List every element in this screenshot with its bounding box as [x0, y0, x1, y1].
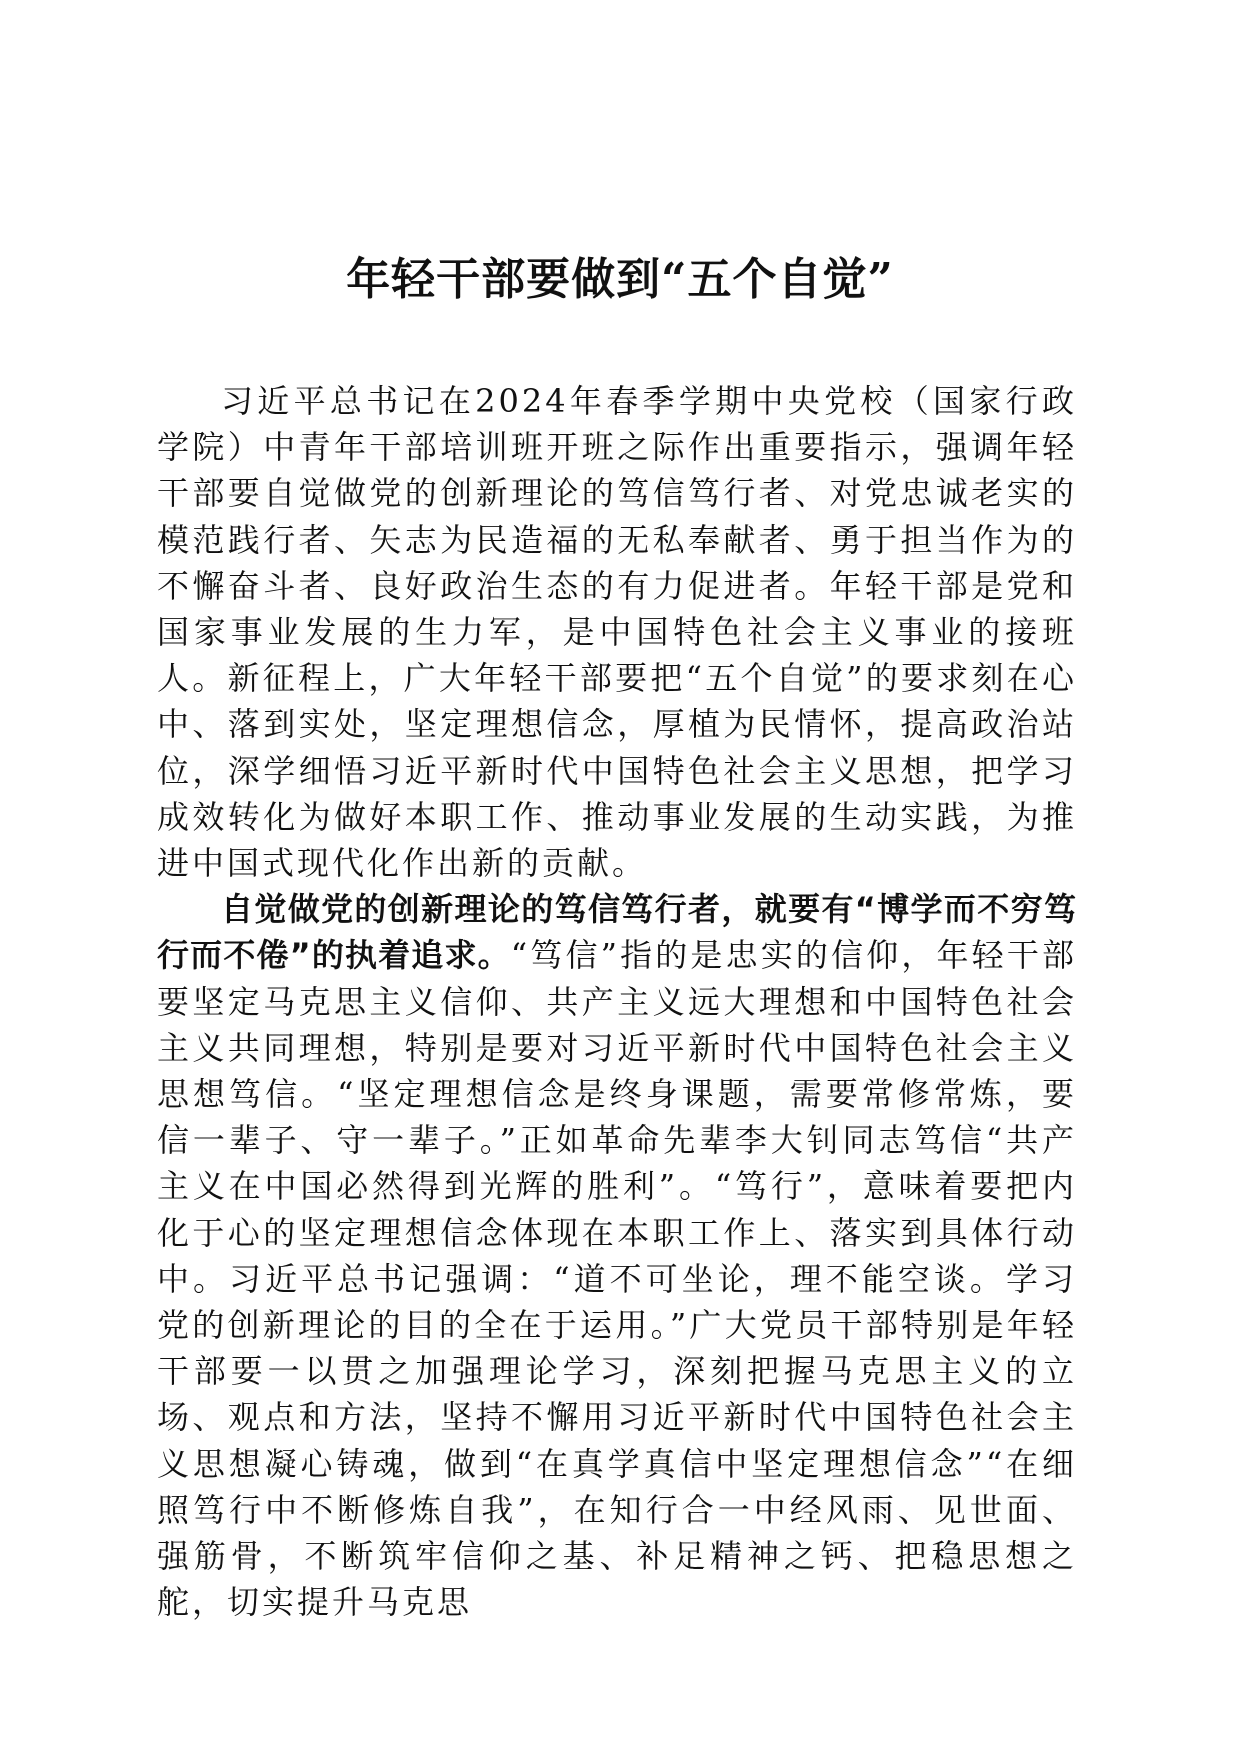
paragraph-intro-text: 习近平总书记在2024年春季学期中央党校（国家行政学院）中青年干部培训班开班之际作出重要指示，强调年轻干部要自觉做党的创新理论的笃信笃行者、对党忠诚老实的模范践行者、矢志为民造福的无私奉献者、勇于担当作为的不懈奋斗者、良好政治生态的有力促进者。年轻干部是党和国家事业发展的生力军，是中国特色社会主义事业的接班人。新征程上，广大年轻干部要把“五个自觉”的要求刻在心中、落到实处，坚定理想信念，厚植为民情怀，提高政治站位，深学细悟习近平新时代中国特色社会主义思想，把学习成效转化为做好本职工作、推动事业发展的生动实践，为推进中国式现代化作出新的贡献。	[157, 382, 1077, 883]
paragraph-intro	[157, 378, 1077, 886]
document-body	[157, 378, 1077, 1625]
paragraph-first-point-lead: 自觉做党的创新理论的笃信笃行者，就要有“博学而不穷笃行而不倦”的执着追求。	[157, 890, 1077, 975]
paragraph-first-point	[157, 886, 1077, 1625]
document-title: 年轻干部要做到“五个自觉”	[346, 254, 894, 305]
paragraph-first-point-text: “笃信”指的是忠实的信仰，年轻干部要坚定马克思主义信仰、共产主义远大理想和中国特色社会主义共同理想，特别是要对习近平新时代中国特色社会主义思想笃信。“坚定理想信念是终身课题，需要常修常炼，要信一辈子、守一辈子。”正如革命先辈李大钊同志笃信“共产主义在中国必然得到光辉的胜利”。“笃行”，意味着要把内化于心的坚定理想信念体现在本职工作上、落实到具体行动中。习近平总书记强调：“道不可坐论，理不能空谈。学习党的创新理论的目的全在于运用。”广大党员干部特别是年轻干部要一以贯之加强理论学习，深刻把握马克思主义的立场、观点和方法，坚持不懈用习近平新时代中国特色社会主义思想凝心铸魂，做到“在真学真信中坚定理想信念”“在细照笃行中不断修炼自我”，在知行合一中经风雨、见世面、强筋骨，不断筑牢信仰之基、补足精神之钙、把稳思想之舵，切实提升马克思	[157, 936, 1077, 1622]
